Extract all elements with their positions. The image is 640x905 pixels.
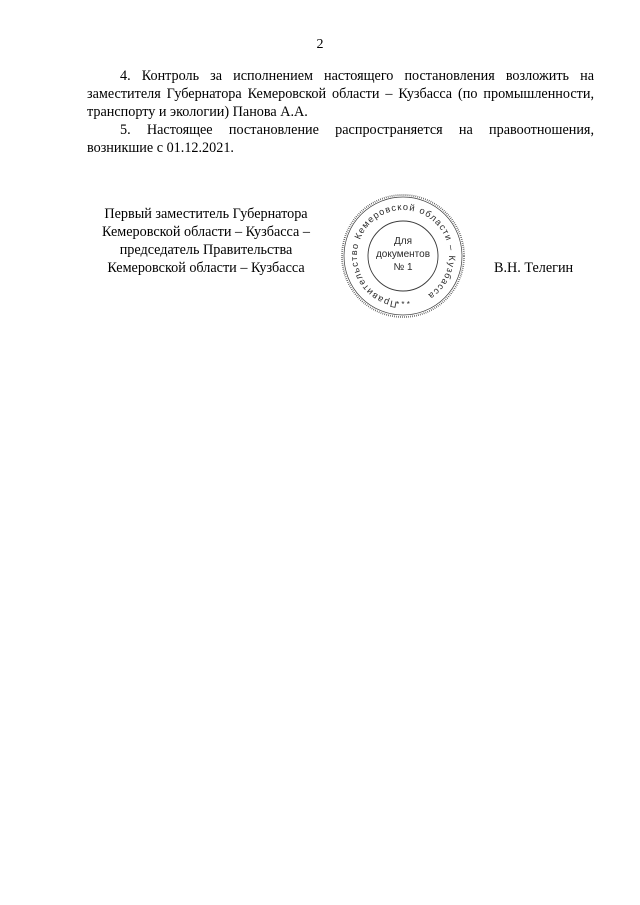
- paragraph-5: 5. Настоящее постановление распространяется на правоотношения, возникшие с 01.12.2021.: [87, 122, 594, 156]
- seal-center-line: Для: [393, 236, 413, 247]
- seal-center-line: № 1: [393, 262, 413, 273]
- signer-title-line: Первый заместитель Губернатора: [104, 206, 308, 222]
- official-seal-stamp: [339, 192, 467, 320]
- signer-title-line: председатель Правительства: [119, 242, 293, 258]
- seal-icon: [339, 192, 467, 320]
- seal-stars: * * *: [396, 300, 410, 309]
- seal-center-line: документов: [375, 249, 431, 260]
- seal-ring-text: Правительство Кемеровской области – Кузбасса: [348, 201, 458, 310]
- document-body: [87, 67, 594, 157]
- signer-title-line: Кемеровской области – Кузбасса –: [102, 224, 310, 240]
- signer-name: В.Н. Телегин: [494, 260, 574, 276]
- paragraph-4: 4. Контроль за исполнением настоящего постановления возложить на заместителя Губернатора Кемеровской области – Кузбасса (по промышленности, транспорту и экологии) Панова А.А.: [87, 68, 594, 120]
- signer-title-line: Кемеровской области – Кузбасса: [107, 260, 305, 276]
- signer-title: [88, 205, 324, 277]
- page-number: 2: [316, 37, 324, 52]
